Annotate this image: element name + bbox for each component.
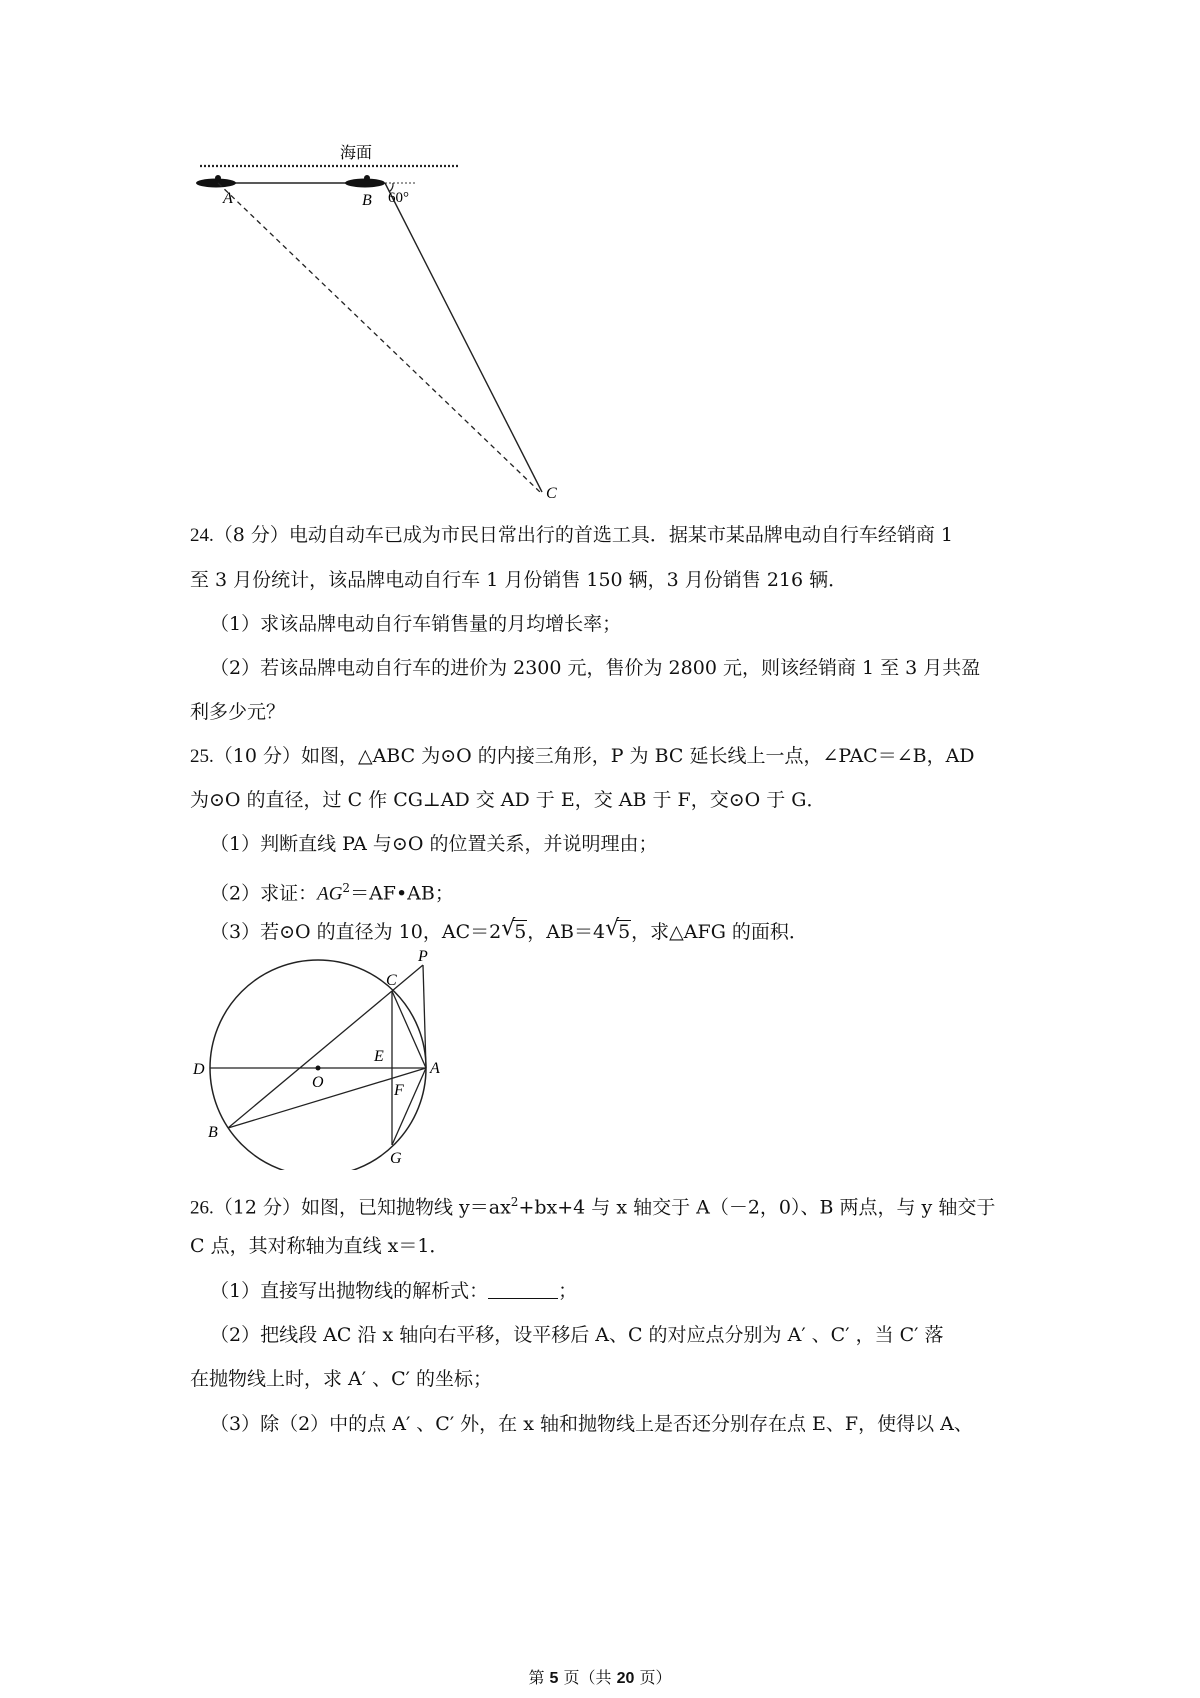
ship-a-tower [215, 175, 221, 181]
q25-part3 [210, 916, 1060, 944]
footer-prefix: 第 [528, 1668, 550, 1687]
sqrt-5-second: √ 5 [605, 916, 631, 943]
label-e: E [374, 1048, 384, 1065]
q26-line2: C 点，其对称轴为直线 x＝1． [190, 1235, 449, 1257]
label-f: F [394, 1082, 404, 1099]
sea-diagram [190, 140, 590, 510]
circle-o [210, 960, 426, 1170]
q26-part3-line1: （3）除（2）中的点 A′ 、C′ 外，在 x 轴和抛物线上是否还分别存在点 E、F，使得以 A、 [210, 1413, 973, 1435]
segment-ac [218, 183, 540, 492]
label-a: A [223, 190, 233, 207]
label-b: B [362, 192, 372, 209]
segment-ca [392, 991, 426, 1068]
sqrt-5-first: √ 5 [501, 916, 527, 943]
q24-score: （8 分） [213, 524, 289, 546]
q26-part1-prefix: （1）直接写出抛物线的解析式： [210, 1280, 489, 1302]
q25-number: 25. [190, 746, 214, 767]
q25-part2 [210, 876, 1060, 906]
q26-text-1a: 如图，已知抛物线 y＝ax [300, 1196, 511, 1219]
q25-part1: （1）判断直线 PA 与⊙O 的位置关系，并说明理由； [210, 833, 658, 855]
segment-bc [385, 183, 542, 492]
q24-line2: 至 3 月份统计，该品牌电动自行车 1 月份销售 150 辆，3 月份销售 216 辆． [190, 569, 848, 591]
q25-part2-ag: AG [317, 883, 343, 905]
q24-text-1: 电动自动车已成为市民日常出行的首选工具．据某市某品牌电动自行车经销商 1 [288, 524, 954, 546]
circle-diagram [190, 945, 460, 1170]
label-o: O [312, 1074, 324, 1091]
q25-text-1: 如图，△ABC 为⊙O 的内接三角形，P 为 BC 延长线上一点，∠PAC＝∠B，AD [300, 745, 975, 767]
q25-part3-suffix: ，求△AFG 的面积． [631, 921, 808, 943]
radicand-1: 5 [514, 921, 527, 943]
footer-page-number: 5 [549, 1670, 559, 1687]
q25-part3-mid: ，AB＝4 [527, 921, 606, 943]
q24-number: 24. [190, 525, 214, 546]
label-c: C [386, 972, 397, 989]
q25-line2: 为⊙O 的直径，过 C 作 CG⊥AD 交 AD 于 E，交 AB 于 F，交⊙O 于 G． [190, 789, 826, 811]
segment-bc [228, 991, 392, 1128]
footer-total-pages: 20 [616, 1670, 635, 1687]
footer-suffix: 页） [634, 1668, 672, 1687]
label-c: C [546, 485, 557, 502]
label-b: B [208, 1124, 218, 1141]
q26-sup: 2 [510, 1195, 519, 1209]
q26-line1 [190, 1190, 1040, 1220]
q25-part2-rest: ＝AF•AB； [350, 882, 454, 905]
radicand-2: 5 [618, 921, 631, 943]
q26-part1-suffix: ； [558, 1280, 578, 1302]
q24-part2-line1: （2）若该品牌电动自行车的进价为 2300 元，售价为 2800 元，则该经销商 1 至 3 月共盈 [210, 657, 981, 679]
q26-number: 26. [190, 1197, 214, 1219]
q26-text-1b: +bx+4 与 x 轴交于 A（－2，0）、B 两点，与 y 轴交于 [518, 1196, 996, 1219]
q24-part2-line2: 利多少元？ [190, 701, 286, 723]
center-o [316, 1066, 321, 1071]
q25-part2-sup: 2 [342, 881, 351, 895]
q25-part3-prefix: （3）若⊙O 的直径为 10，AC＝2 [210, 921, 502, 943]
ship-b-tower [364, 175, 370, 181]
answer-blank[interactable] [488, 1280, 558, 1299]
angle-label: 60° [388, 190, 409, 206]
q25-score: （10 分） [213, 745, 301, 767]
label-d: D [193, 1061, 205, 1078]
footer-mid: 页（共 [558, 1668, 617, 1687]
q24-part1: （1）求该品牌电动自行车销售量的月均增长率； [210, 613, 622, 635]
q26-part2-line2: 在抛物线上时，求 A′ 、C′ 的坐标； [190, 1368, 493, 1390]
q24-line1 [190, 523, 1040, 548]
q26-part1 [210, 1279, 1060, 1303]
q26-part2-line1: （2）把线段 AC 沿 x 轴向右平移，设平移后 A、C 的对应点分别为 A′ 、C′ ，当 C′ 落 [210, 1324, 944, 1346]
page-footer [0, 1665, 1200, 1688]
q26-score: （12 分） [213, 1196, 301, 1219]
label-p: P [418, 948, 428, 965]
q25-line1 [190, 744, 1040, 769]
segment-ag [392, 1068, 426, 1145]
sea-label: 海面 [340, 145, 373, 162]
q25-part2-prefix: （2）求证： [210, 882, 318, 905]
label-a: A [430, 1060, 440, 1077]
label-g: G [390, 1150, 402, 1167]
